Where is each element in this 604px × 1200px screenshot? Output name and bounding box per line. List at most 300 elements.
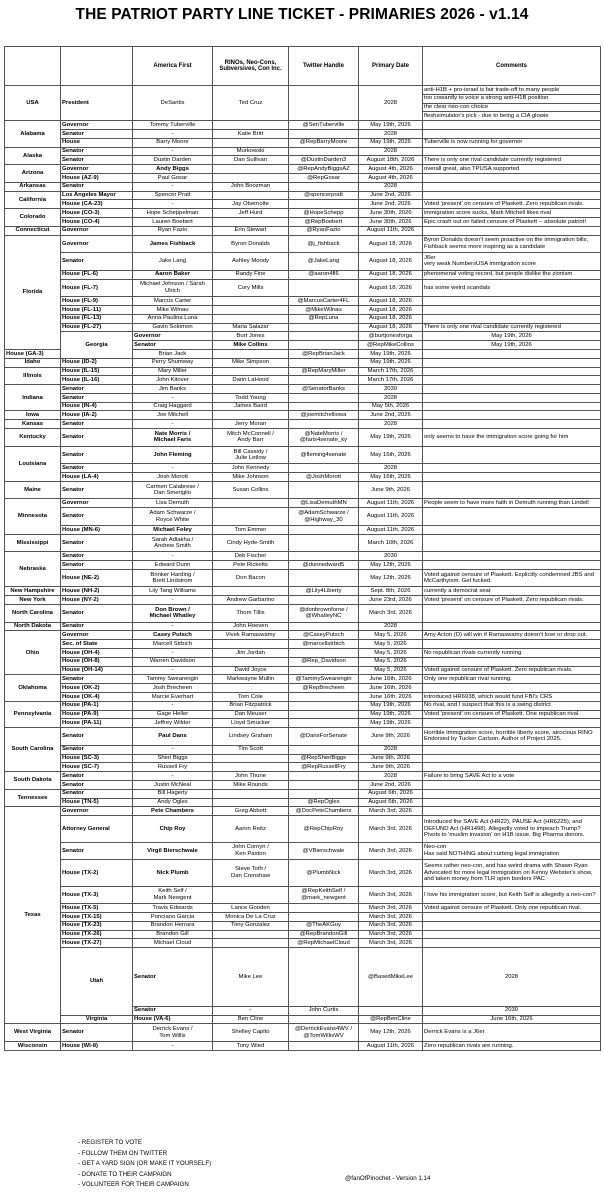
table-row — [5, 561, 601, 570]
table-row — [5, 640, 601, 649]
office-cell: Governor — [61, 235, 133, 253]
america-first-cell: - — [133, 393, 213, 402]
twitter-handle-cell: @RepBrandonGill — [289, 930, 359, 939]
office-cell: House (FL-27) — [61, 323, 133, 332]
office-cell: House (LA-4) — [61, 473, 133, 482]
comment-cell — [423, 129, 601, 138]
office-cell: Senator — [133, 1006, 213, 1015]
table-row — [5, 270, 601, 279]
state-cell: Minnesota — [5, 499, 61, 534]
table-row — [5, 789, 601, 798]
rino-cell: Erin Stewart — [213, 226, 289, 235]
primary-date-cell: June 2nd, 2026 — [359, 780, 423, 789]
comment-cell: J6er very weak NumbersUSA immigration score — [423, 253, 601, 271]
primary-date-cell: May 19th, 2026 — [423, 332, 601, 341]
twitter-handle-cell: @DerrickEvans4WV / @TomWillisWV — [289, 1024, 359, 1042]
rino-cell — [213, 798, 289, 807]
primary-date-cell: August 11th, 2026 — [359, 525, 423, 534]
state-cell: Utah — [61, 948, 133, 1015]
twitter-handle-cell — [289, 420, 359, 429]
table-row — [5, 569, 601, 587]
america-first-cell: - — [133, 596, 213, 605]
twitter-handle-cell: @RepRussellFry — [289, 763, 359, 772]
rino-cell: Maria Salazar — [213, 323, 289, 332]
table-row — [5, 411, 601, 420]
header-comments: Comments — [423, 47, 601, 86]
table-row — [5, 191, 601, 200]
primary-date-cell: May 19th, 2026 — [359, 710, 423, 719]
table-row — [5, 587, 601, 596]
table-row — [5, 138, 601, 147]
office-cell: House (GA-3) — [5, 349, 61, 358]
header-row — [5, 47, 601, 86]
rino-cell: Mitch McConnell / Andy Barr — [213, 429, 289, 447]
primary-date-cell: 2028 — [359, 420, 423, 429]
state-cell: Pennsylvania — [5, 701, 61, 727]
table-row — [5, 780, 601, 789]
page-title: THE PATRIOT PARTY LINE TICKET - PRIMARIES 2026 - v1.14 — [75, 6, 529, 23]
america-first-cell: Ryan Fazio — [133, 226, 213, 235]
state-cell: Louisiana — [5, 446, 61, 481]
state-cell: Florida — [5, 235, 61, 349]
ticket-body — [5, 86, 601, 1051]
office-cell: Senator — [61, 789, 133, 798]
twitter-handle-cell — [289, 129, 359, 138]
comment-cell — [423, 684, 601, 693]
primary-date-cell: May 5, 2026 — [359, 649, 423, 658]
twitter-handle-cell: @SenTuberville — [289, 121, 359, 130]
america-first-cell: Dustin Darden — [133, 156, 213, 165]
office-cell: Senator — [61, 481, 133, 499]
comment-cell: overall great, also TPUSA supported — [423, 165, 601, 174]
america-first-cell: Gavin Solomon — [133, 323, 213, 332]
rino-cell: Tony Gonzalez — [213, 921, 289, 930]
america-first-cell: Carmen Calabrese / Dan Smeriglio — [133, 481, 213, 499]
rino-cell: Mike Rounds — [213, 780, 289, 789]
office-cell: Governor — [133, 332, 213, 341]
footer-item: - VOLUNTEER FOR THEIR CAMPAIGN — [78, 1181, 189, 1189]
rino-cell: Thom Tillis — [213, 605, 289, 623]
comment-cell — [423, 314, 601, 323]
office-cell: House (MN-6) — [61, 525, 133, 534]
america-first-cell: - — [133, 701, 213, 710]
america-first-cell: Josh Brecheen — [133, 684, 213, 693]
table-row — [5, 605, 601, 623]
primary-date-cell: June 16th, 2026 — [359, 692, 423, 701]
rino-cell: John Thune — [213, 772, 289, 781]
rino-cell: Deb Fischer — [213, 552, 289, 561]
table-row — [5, 904, 601, 913]
comment-cell: too cowardly to voice a strong anti-H1B position — [423, 94, 601, 103]
comment-cell — [423, 754, 601, 763]
comment-cell — [423, 464, 601, 473]
comment-cell — [423, 657, 601, 666]
rino-cell — [213, 138, 289, 147]
comment-cell: only seems to have the immigration score going for him — [423, 429, 601, 447]
rino-cell: John Cornyn / Ken Paxton — [213, 842, 289, 860]
primary-date-cell: 2028 — [423, 948, 601, 1007]
america-first-cell: Spencer Pratt — [133, 191, 213, 200]
twitter-handle-cell — [289, 719, 359, 728]
office-cell: Senator — [61, 772, 133, 781]
twitter-handle-cell — [289, 182, 359, 191]
office-cell: House — [61, 138, 133, 147]
rino-cell: Shelley Capito — [213, 1024, 289, 1042]
america-first-cell: Craig Haggard — [133, 402, 213, 411]
rino-cell: Mike Simpson — [213, 358, 289, 367]
primary-date-cell: March 10th, 2026 — [359, 534, 423, 552]
table-row — [5, 798, 601, 807]
comment-cell — [423, 622, 601, 631]
office-cell: House (PA-11) — [61, 719, 133, 728]
america-first-cell: Michael Foley — [133, 525, 213, 534]
rino-cell — [289, 332, 359, 341]
office-cell: Sec. of State — [61, 640, 133, 649]
office-cell: House (IL-16) — [61, 376, 133, 385]
state-cell: North Carolina — [5, 605, 61, 623]
office-cell: Senator — [61, 728, 133, 746]
table-row — [5, 754, 601, 763]
table-row — [5, 182, 601, 191]
twitter-handle-cell: @RepChipRoy — [289, 816, 359, 842]
primary-date-cell: 2030 — [423, 1006, 601, 1015]
primary-date-cell: August 18, 2026 — [359, 270, 423, 279]
office-cell: House (TX-27) — [61, 939, 133, 948]
office-cell: Attorney General — [61, 816, 133, 842]
primary-date-cell: June 9th, 2026 — [359, 763, 423, 772]
comment-cell: Failure to bring SAVE Act to a vote — [423, 772, 601, 781]
twitter-handle-cell: @RepBenCline — [359, 1015, 423, 1024]
twitter-handle-cell — [289, 358, 359, 367]
table-row — [5, 173, 601, 182]
office-cell: House (FL-11) — [61, 305, 133, 314]
comment-cell: currently a democrat seat — [423, 587, 601, 596]
america-first-cell: Nick Plumb — [133, 860, 213, 886]
america-first-cell: Lauren Boebert — [133, 217, 213, 226]
rino-cell — [213, 191, 289, 200]
america-first-cell: Anna Paulina Luna — [133, 314, 213, 323]
comment-cell: I love his immigration score, but Keith Self is allegedly a neo-con? — [423, 886, 601, 904]
rino-cell: Tom Cole — [213, 692, 289, 701]
primary-date-cell: June 9th, 2026 — [359, 728, 423, 746]
comment-cell: There is only one rival candidate currently registered — [423, 156, 601, 165]
rino-cell: Jerry Moran — [213, 420, 289, 429]
comment-cell: fleshsimulator's pick - due to being a CIA glowie — [423, 112, 601, 121]
rino-cell — [213, 305, 289, 314]
comment-cell — [423, 349, 601, 358]
table-row — [5, 420, 601, 429]
footer-action-list — [78, 1138, 211, 1191]
primary-date-cell: March 3rd, 2026 — [359, 921, 423, 930]
primary-date-cell: 2028 — [359, 745, 423, 754]
table-row — [5, 508, 601, 526]
state-cell: Tennessee — [5, 789, 61, 807]
primary-date-cell: March 3rd, 2026 — [359, 912, 423, 921]
primary-date-cell: August 18th, 2026 — [359, 156, 423, 165]
office-cell: Senator — [61, 842, 133, 860]
footer-item: - DONATE TO THEIR CAMPAIGN — [78, 1170, 172, 1178]
table-row — [5, 305, 601, 314]
state-cell: Iowa — [5, 411, 61, 420]
comment-cell — [423, 473, 601, 482]
rino-cell — [213, 789, 289, 798]
rino-cell — [213, 297, 289, 306]
office-cell: House (TX-5) — [61, 904, 133, 913]
rino-cell: Todd Young — [213, 393, 289, 402]
rino-cell — [213, 499, 289, 508]
table-row — [5, 279, 601, 297]
primary-date-cell: 2030 — [359, 385, 423, 394]
rino-cell — [289, 948, 359, 1007]
office-cell: Governor — [61, 121, 133, 130]
primary-date-cell: March 3rd, 2026 — [359, 842, 423, 860]
comment-cell — [423, 305, 601, 314]
rino-cell: Ted Cruz — [213, 86, 289, 121]
primary-date-cell: May 19th, 2026 — [359, 358, 423, 367]
primary-date-cell: August 18, 2026 — [359, 297, 423, 306]
comment-cell — [423, 385, 601, 394]
america-first-cell: Ponciano Garcia — [133, 912, 213, 921]
office-cell: Governor — [61, 631, 133, 640]
office-cell: Senator — [61, 561, 133, 570]
table-row — [5, 481, 601, 499]
comment-cell — [423, 376, 601, 385]
rino-cell — [213, 367, 289, 376]
twitter-handle-cell: @RepMikeCollins — [359, 341, 423, 350]
table-row — [5, 860, 601, 886]
america-first-cell: Tommy Tuberville — [133, 121, 213, 130]
rino-cell: Katie Britt — [213, 129, 289, 138]
ticket-table — [4, 46, 601, 1051]
primary-date-cell: June 2nd, 2026 — [359, 411, 423, 420]
table-row — [5, 332, 601, 341]
twitter-handle-cell: @TheAKGuy — [289, 921, 359, 930]
rino-cell — [213, 763, 289, 772]
table-row — [5, 253, 601, 271]
america-first-cell: Russell Fry — [133, 763, 213, 772]
table-row — [5, 402, 601, 411]
comment-cell — [423, 420, 601, 429]
table-row — [5, 684, 601, 693]
comment-cell — [423, 939, 601, 948]
primary-date-cell: June 16th, 2026 — [423, 1015, 601, 1024]
footer-item: - REGISTER TO VOTE — [78, 1139, 143, 1146]
office-cell: Senator — [61, 464, 133, 473]
twitter-handle-cell: @fleming4senate — [289, 446, 359, 464]
table-row — [5, 235, 601, 253]
comment-cell — [423, 358, 601, 367]
table-row — [5, 842, 601, 860]
comment-cell — [423, 525, 601, 534]
table-row — [5, 86, 601, 95]
twitter-handle-cell: @CaseyPutsch — [289, 631, 359, 640]
office-cell: Senator — [61, 780, 133, 789]
office-cell: House (NY-2) — [61, 596, 133, 605]
office-cell: Senator — [61, 745, 133, 754]
twitter-handle-cell: @MikeWilnau — [289, 305, 359, 314]
table-row — [5, 930, 601, 939]
america-first-cell: Mike Lee — [213, 948, 289, 1007]
comment-cell: introduced HR6938, which would fund FBI's CRS — [423, 692, 601, 701]
table-row — [5, 649, 601, 658]
twitter-handle-cell — [289, 772, 359, 781]
primary-date-cell: March 3rd, 2026 — [359, 904, 423, 913]
primary-date-cell: August 18, 2026 — [359, 253, 423, 271]
office-cell: House (CO-4) — [61, 217, 133, 226]
comment-cell — [423, 297, 601, 306]
primary-date-cell: May 5, 2026 — [359, 631, 423, 640]
comment-cell: Zero republican rivals are running. — [423, 1041, 601, 1050]
rino-cell — [213, 684, 289, 693]
america-first-cell: Pete Chambers — [133, 807, 213, 816]
rino-cell: Monica De La Cruz — [213, 912, 289, 921]
header-primary-date: Primary Date — [359, 47, 423, 86]
twitter-handle-cell — [359, 1006, 423, 1015]
twitter-handle-cell: @aaron4fl6 — [289, 270, 359, 279]
rino-cell: Jim Jordan — [213, 649, 289, 658]
primary-date-cell: March 17th, 2026 — [359, 367, 423, 376]
comment-cell: Neo-con Has said NOTHING about curbing legal immigration — [423, 842, 601, 860]
table-row — [5, 921, 601, 930]
primary-date-cell: Sept. 8th, 2026 — [359, 587, 423, 596]
office-cell: House (TX-15) — [61, 912, 133, 921]
state-cell: Ohio — [5, 631, 61, 675]
primary-date-cell: May 19th, 2026 — [359, 701, 423, 710]
table-row — [5, 1041, 601, 1050]
america-first-cell: Lily Tang Williams — [133, 587, 213, 596]
office-cell: House (FL-13) — [61, 314, 133, 323]
state-cell: Illinois — [5, 367, 61, 385]
rino-cell — [213, 165, 289, 174]
office-cell: House (SC-7) — [61, 763, 133, 772]
america-first-cell: - — [133, 200, 213, 209]
comment-cell — [423, 921, 601, 930]
office-cell: Senator — [61, 552, 133, 561]
table-row — [5, 816, 601, 842]
twitter-handle-cell: @JakeLang — [289, 253, 359, 271]
twitter-handle-cell — [289, 86, 359, 121]
table-row — [5, 367, 601, 376]
primary-date-cell: June 16th, 2026 — [359, 684, 423, 693]
america-first-cell: Barry Moore — [133, 138, 213, 147]
twitter-handle-cell: @BasedMikeLee — [359, 948, 423, 1007]
america-first-cell: John Fleming — [133, 446, 213, 464]
america-first-cell: Josh Morott — [133, 473, 213, 482]
twitter-handle-cell: @RepGosar — [289, 173, 359, 182]
america-first-cell: Edward Dunn — [133, 561, 213, 570]
table-row — [5, 1024, 601, 1042]
comment-cell: Derrick Evans is a J6er — [423, 1024, 601, 1042]
twitter-handle-cell: @dunnedward5 — [289, 561, 359, 570]
comment-cell: Voted against censure of Plaskett. Only one republican rival. — [423, 904, 601, 913]
rino-cell: Cory Mills — [213, 279, 289, 297]
office-cell: Los Angeles Mayor — [61, 191, 133, 200]
table-row — [5, 772, 601, 781]
twitter-handle-cell — [289, 780, 359, 789]
table-row — [5, 525, 601, 534]
america-first-cell: Paul Dans — [133, 728, 213, 746]
state-cell: Texas — [5, 807, 61, 1024]
comment-cell — [423, 367, 601, 376]
comment-cell — [423, 640, 601, 649]
office-cell: House (OK-2) — [61, 684, 133, 693]
comment-cell — [423, 446, 601, 464]
state-cell: Connecticut — [5, 226, 61, 235]
comment-cell: Tuberville is now running for governor — [423, 138, 601, 147]
office-cell: Senator — [61, 508, 133, 526]
comment-cell — [423, 807, 601, 816]
rino-cell — [213, 930, 289, 939]
rino-cell: Jay Obernolte — [213, 200, 289, 209]
america-first-cell: - — [133, 129, 213, 138]
america-first-cell: Brinker Harding / Brett Lindstrom — [133, 569, 213, 587]
office-cell: House (TX-2) — [61, 860, 133, 886]
rino-cell: Darin LaHood — [213, 376, 289, 385]
primary-date-cell: August 6th, 2026 — [359, 789, 423, 798]
twitter-handle-cell — [289, 622, 359, 631]
primary-date-cell: June 9th, 2026 — [359, 481, 423, 499]
america-first-cell: Joe Mitchell — [133, 411, 213, 420]
twitter-handle-cell — [289, 376, 359, 385]
table-row — [5, 200, 601, 209]
primary-date-cell: August 11th, 2026 — [359, 508, 423, 526]
table-row — [5, 323, 601, 332]
comment-cell — [423, 402, 601, 411]
table-row — [5, 807, 601, 816]
america-first-cell: Lisa Demuth — [133, 499, 213, 508]
primary-date-cell: May 16th, 2026 — [359, 473, 423, 482]
twitter-handle-cell: @RepOgles — [289, 798, 359, 807]
twitter-handle-cell — [289, 701, 359, 710]
twitter-handle-cell: @RepKeithSelf / @mark_newgent — [289, 886, 359, 904]
state-cell: Georgia — [61, 332, 133, 358]
office-cell: House (PA-1) — [61, 701, 133, 710]
comment-cell — [423, 147, 601, 156]
rino-cell: David Joyce — [213, 666, 289, 675]
rino-cell: Cindy Hyde-Smith — [213, 534, 289, 552]
rino-cell: John Curtis — [289, 1006, 359, 1015]
rino-cell — [213, 587, 289, 596]
table-row — [5, 129, 601, 138]
america-first-cell: - — [133, 622, 213, 631]
primary-date-cell: June 2nd, 2026 — [359, 200, 423, 209]
table-row — [5, 534, 601, 552]
america-first-cell: Tammy Swearengin — [133, 675, 213, 684]
twitter-handle-cell: @donbrownforne / @WhatleyNC — [289, 605, 359, 623]
america-first-cell: Paul Gosar — [133, 173, 213, 182]
table-row — [5, 675, 601, 684]
comment-cell — [423, 173, 601, 182]
america-first-cell: Keith Self / Mark Newgent — [133, 886, 213, 904]
comment-cell — [423, 508, 601, 526]
comment-cell — [423, 912, 601, 921]
comment-cell — [423, 719, 601, 728]
america-first-cell: Travis Edwards — [133, 904, 213, 913]
table-row — [5, 763, 601, 772]
rino-cell — [213, 411, 289, 420]
state-cell: Nebraska — [5, 552, 61, 587]
state-cell: California — [5, 191, 61, 209]
table-row — [5, 622, 601, 631]
header-rinos: RINOs, Neo-Cons, Subversives, Con Inc. — [213, 47, 289, 86]
twitter-handle-cell: @RepMaryMiller — [289, 367, 359, 376]
america-first-cell: Hope Scheppelman — [133, 209, 213, 218]
state-cell: Virginia — [61, 1015, 133, 1024]
rino-cell: Dan Meuser — [213, 710, 289, 719]
primary-date-cell: 2028 — [359, 129, 423, 138]
twitter-handle-cell — [289, 147, 359, 156]
rino-cell — [213, 173, 289, 182]
